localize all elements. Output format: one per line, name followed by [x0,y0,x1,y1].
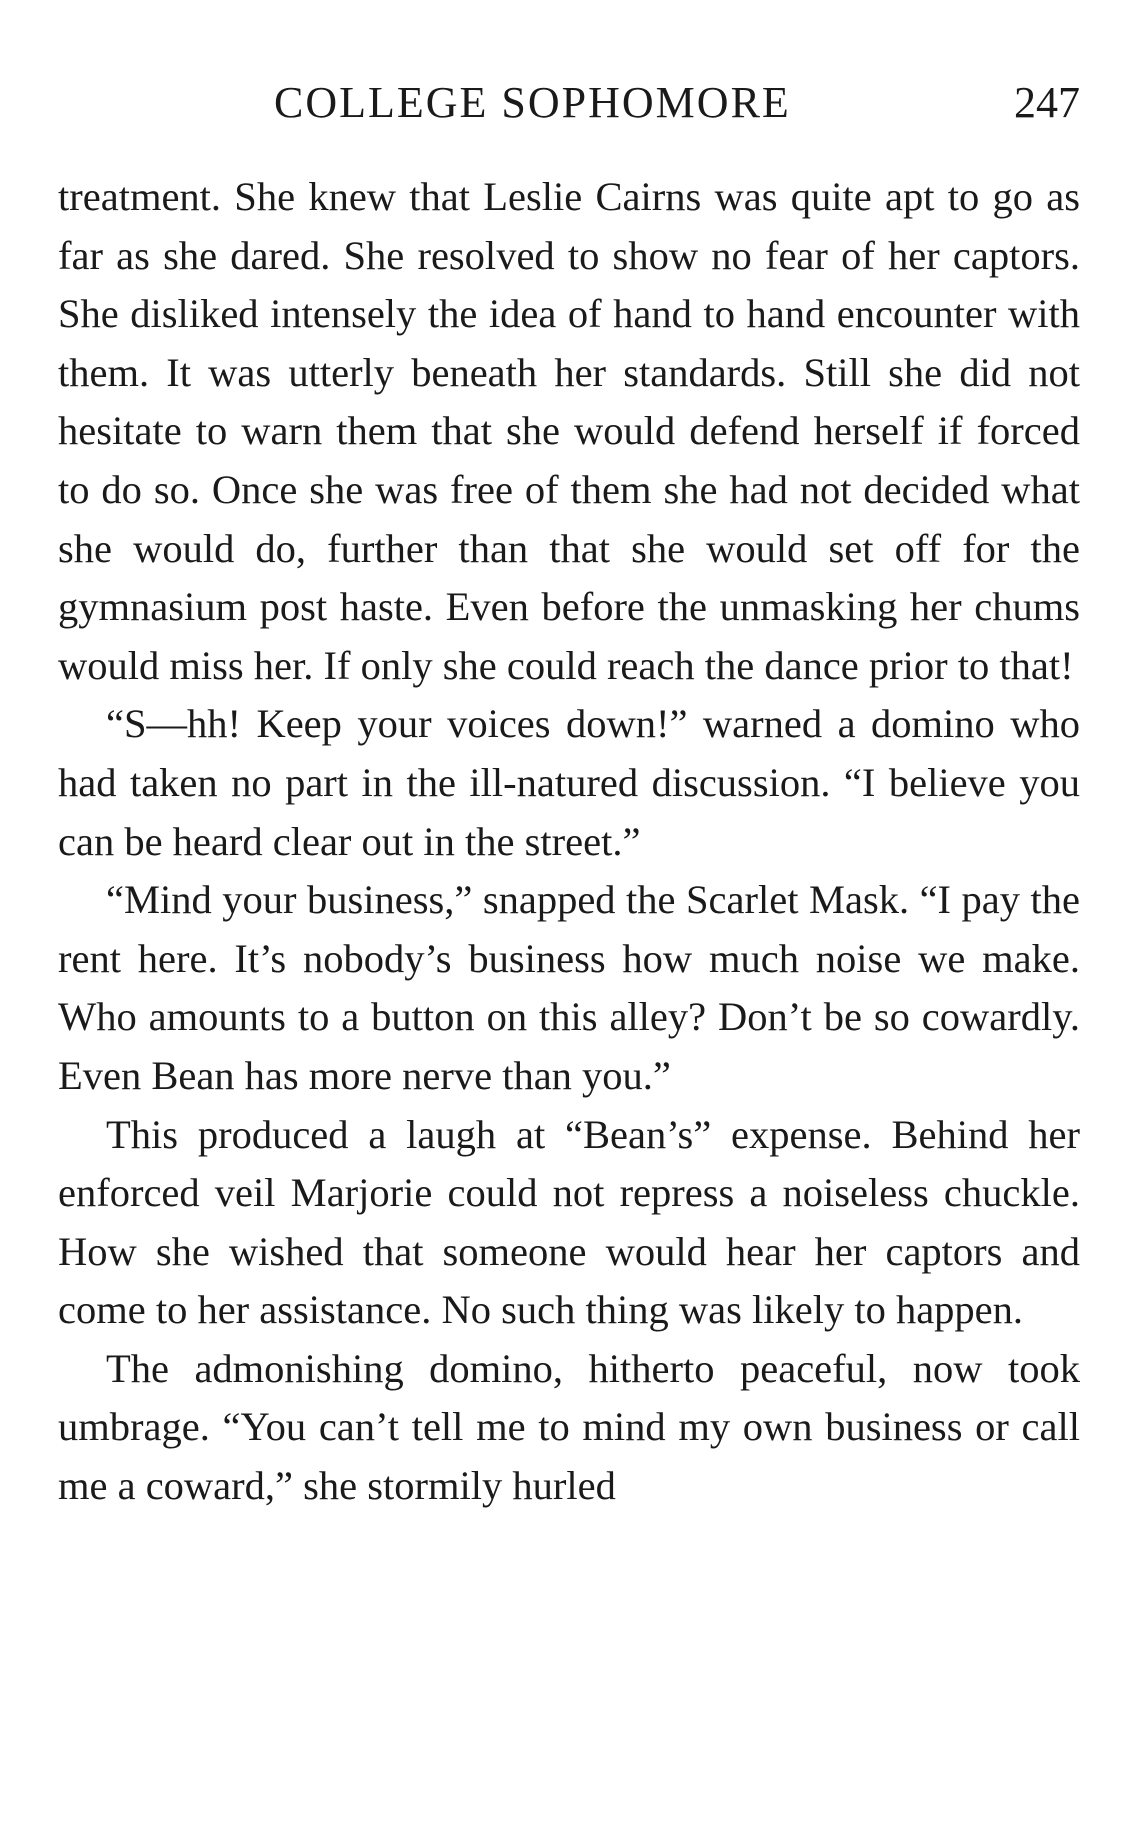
paragraph-continued: treatment. She knew that Leslie Cairns was quite apt to go as far as she dared. She resolved to show no fear of her captors. She disliked intensely the idea of hand to hand encounter with them. It was utterly beneath her standards. Still she did not hesitate to warn them that she would defend herself if forced to do so. Once she was free of them she had not decided what she would do, further than that she would set off for the gymnasium post haste. Even before the unmasking her chums would miss her. If only she could reach the dance prior to that! [58,174,1080,688]
book-page [58,0,1080,1840]
paragraph: “Mind your business,” snapped the Scarlet Mask. “I pay the rent here. It’s nobody’s business how much noise we make. Who amounts to a button on this alley? Don’t be so cowardly. Even Bean has more nerve than you.” [58,877,1080,1098]
page-number: 247 [1014,78,1080,127]
paragraph: “S—hh! Keep your voices down!” warned a domino who had taken no part in the ill-natured discussion. “I believe you can be heard clear out in the street.” [58,701,1080,864]
paragraph: This produced a laugh at “Bean’s” expense. Behind her enforced veil Marjorie could not repress a noiseless chuckle. How she wished that someone would hear her captors and come to her assistance. No such thing was likely to happen. [58,1111,1080,1333]
running-head [58,78,1080,128]
body-text [58,168,1080,1516]
running-title: COLLEGE SOPHOMORE [274,78,791,127]
paragraph: The admonishing domino, hitherto peaceful, now took umbrage. “You can’t tell me to mind my own business or call me a coward,” she stormily hurled [58,1345,1080,1509]
